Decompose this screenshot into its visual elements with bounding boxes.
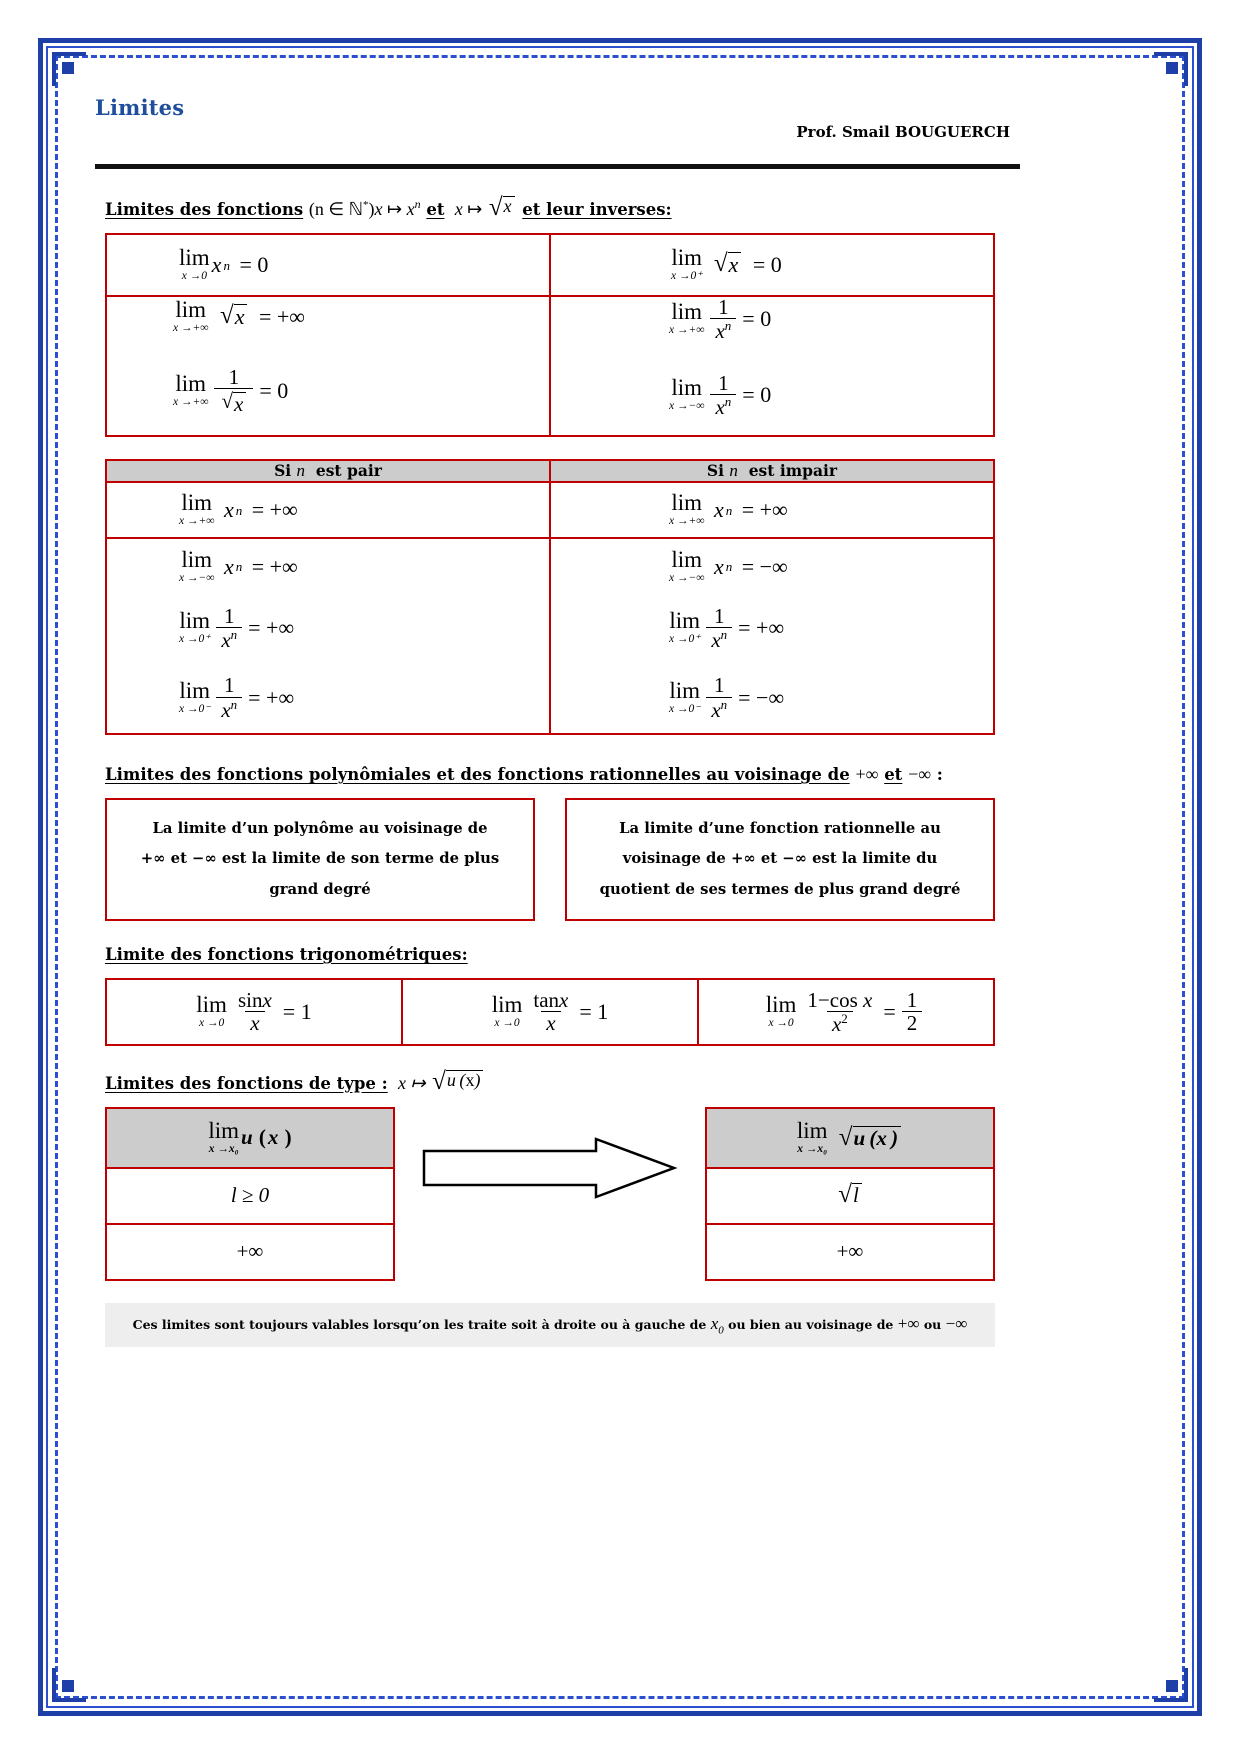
section2-colon: : bbox=[936, 765, 943, 784]
lim-subscript: x →0⁻ bbox=[669, 702, 701, 715]
statement-line: +∞ et −∞ est la limite de son terme de plus bbox=[140, 850, 500, 868]
section1-label-a: Limites des fonctions bbox=[105, 200, 304, 219]
cell-lim-sqrt-0plus: lim x →0⁺ √ x = 0 bbox=[550, 234, 994, 296]
section2-label: Limites des fonctions polynômiales et des fonctions rationnelles au voisinage de bbox=[105, 765, 850, 784]
cell-plus-infinity-left: +∞ bbox=[106, 1224, 394, 1280]
section-title-sqrt-u bbox=[105, 1067, 1020, 1097]
table-row bbox=[106, 662, 994, 734]
cell-pair-inv-0plus: lim x →0⁺ $\frac{1}{x^n}$ = +∞ bbox=[106, 594, 550, 662]
statement-line: La limite d’un polynôme au voisinage de bbox=[152, 820, 488, 837]
lim-result: = 0 bbox=[752, 252, 782, 277]
section1-math-domain: (n ∈ ℕ*)x ↦ $x^n$ bbox=[308, 197, 421, 219]
lim-subscript: x →0⁺ bbox=[669, 633, 701, 646]
author-name: Prof. Smail BOUGUERCH bbox=[796, 123, 1010, 141]
corner-dot-top-right bbox=[1166, 62, 1178, 74]
value-sqrt-l: √ l bbox=[838, 1183, 862, 1207]
footer-note bbox=[105, 1303, 995, 1347]
lim-subscript: x →+∞ bbox=[173, 395, 209, 408]
cell-plus-infinity-right: +∞ bbox=[706, 1224, 994, 1280]
table-row bbox=[106, 482, 994, 538]
section2-plus-infinity: +∞ bbox=[855, 764, 879, 784]
table-row bbox=[106, 1168, 394, 1224]
lim-subscript: x →0 bbox=[199, 1016, 225, 1029]
cell-impair-inv-0minus: lim x →0⁻ $\frac{1}{x^n}$ = −∞ bbox=[550, 662, 994, 734]
lim-subscript: x →0⁺ bbox=[671, 270, 703, 283]
cell-impair-pow-plusinf: lim x →+∞ x n = +∞ bbox=[550, 482, 994, 538]
table-row bbox=[106, 594, 994, 662]
header-lim-sqrt-u: lim x →x₀ √ u (x ) bbox=[706, 1108, 994, 1168]
section3-label: Limite des fonctions trigonométriques: bbox=[105, 944, 468, 964]
table-limit-u bbox=[105, 1107, 395, 1281]
cell-impair-pow-minusinf: lim x →−∞ x n = −∞ bbox=[550, 538, 994, 594]
note-or: ou bbox=[923, 1316, 942, 1332]
lim-subscript: x →−∞ bbox=[669, 400, 705, 413]
note-text-b: ou bien au voisinage de bbox=[728, 1316, 894, 1332]
statement-line: grand degré bbox=[269, 880, 371, 898]
lim-result: = −∞ bbox=[741, 553, 788, 579]
cell-sqrt-infinity-group: lim x →+∞ √ x = +∞ lim x →+∞ 1 √ x = 0 bbox=[106, 296, 550, 436]
section1-math-sqrt: x ↦ √ x bbox=[450, 199, 516, 219]
cell-lim-x-pow-0: lim x →0 x n = 0 bbox=[106, 234, 550, 296]
lim-subscript: x →−∞ bbox=[669, 571, 705, 584]
lim-subscript: x →−∞ bbox=[179, 571, 215, 584]
table-parity-limits bbox=[105, 459, 995, 735]
note-text-a: Ces limites sont toujours valables lorsqu’on les traite soit à droite ou à gauche de bbox=[132, 1316, 707, 1332]
table-header-row bbox=[106, 1108, 394, 1168]
lim-result: = +∞ bbox=[741, 497, 788, 522]
lim-subscript: x →+∞ bbox=[669, 515, 705, 528]
note-plus-infinity: +∞ bbox=[897, 1313, 920, 1333]
section1-label-c: et leur inverses: bbox=[522, 200, 672, 219]
statement-line: voisinage de +∞ et −∞ est la limite du bbox=[622, 850, 938, 868]
section-title-power-sqrt bbox=[105, 195, 1020, 223]
note-minus-infinity: −∞ bbox=[945, 1313, 968, 1333]
table-row bbox=[106, 296, 994, 436]
lim-subscript: x →+∞ bbox=[179, 515, 215, 528]
table-header-row bbox=[706, 1108, 994, 1168]
cell-pair-pow-plusinf: lim x →+∞ x n = +∞ bbox=[106, 482, 550, 538]
table-limit-sqrt-u bbox=[705, 1107, 995, 1281]
header-si-n-impair: Si n est impair bbox=[550, 460, 994, 482]
lim-subscript: x →x₀ bbox=[797, 1142, 828, 1155]
lim-subscript: x →+∞ bbox=[173, 321, 209, 334]
lim-subscript: x →+∞ bbox=[669, 323, 705, 336]
note-x0: $x_0$ bbox=[710, 1313, 724, 1337]
lim-result: = bbox=[883, 998, 896, 1024]
lim-subscript: x →0⁺ bbox=[179, 633, 211, 646]
table-row bbox=[706, 1224, 994, 1280]
table-row bbox=[106, 1224, 394, 1280]
lim-result: = 1 bbox=[579, 998, 609, 1024]
cell-pair-inv-0minus: lim x →0⁻ $\frac{1}{x^n}$ = +∞ bbox=[106, 662, 550, 734]
table-row bbox=[106, 234, 994, 296]
section-title-trigonometric bbox=[105, 943, 1020, 968]
lim-result: = 0 bbox=[742, 382, 772, 408]
statement-line: quotient de ses termes de plus grand degré bbox=[599, 880, 961, 898]
lim-result: = +∞ bbox=[248, 615, 295, 640]
lim-result: = +∞ bbox=[248, 684, 295, 710]
lim-result: = 0 bbox=[742, 305, 772, 331]
table-trig-limits bbox=[105, 978, 995, 1046]
cell-tanx-over-x: lim x →0 $\frac{\tan x}{x}$ = 1 bbox=[402, 979, 698, 1045]
header-lim-u: lim x →x₀ u ( x ) bbox=[106, 1108, 394, 1168]
section2-and: et bbox=[884, 765, 903, 784]
statement-rational bbox=[565, 798, 995, 921]
corner-dot-top-left bbox=[62, 62, 74, 74]
lim-subscript: x →0 bbox=[494, 1016, 520, 1029]
table-row bbox=[106, 979, 994, 1045]
table-header-row bbox=[106, 460, 994, 482]
lim-result: = −∞ bbox=[738, 684, 785, 710]
lim-result: = +∞ bbox=[251, 553, 298, 579]
header-divider bbox=[95, 164, 1020, 169]
lim-subscript: x →0⁻ bbox=[179, 702, 211, 715]
page-title: Limites bbox=[95, 95, 185, 120]
table-basic-limits bbox=[105, 233, 995, 437]
document-header bbox=[95, 95, 1020, 173]
lim-subscript: x →0 bbox=[181, 270, 207, 283]
lim-result: = +∞ bbox=[251, 497, 298, 522]
document-content bbox=[95, 95, 1020, 1347]
table-row bbox=[706, 1168, 994, 1224]
cell-pair-pow-minusinf: lim x →−∞ x n = +∞ bbox=[106, 538, 550, 594]
statement-boxes bbox=[105, 798, 995, 921]
statement-polynomial bbox=[105, 798, 535, 921]
lim-subscript: x →0 bbox=[768, 1016, 794, 1029]
cell-impair-inv-0plus: lim x →0⁺ $\frac{1}{x^n}$ = +∞ bbox=[550, 594, 994, 662]
lim-result: = +∞ bbox=[738, 615, 785, 640]
cell-1-minus-cosx-over-x2: lim x →0 $\frac{\text{1−cos x}}{x^2}$ = $\frac{1}{2}$ bbox=[698, 979, 994, 1045]
arrow-right-icon bbox=[420, 1137, 680, 1199]
header-si-n-pair: Si n est pair bbox=[106, 460, 550, 482]
corner-dot-bottom-left bbox=[62, 1680, 74, 1692]
statement-line: La limite d’une fonction rationnelle au bbox=[619, 820, 941, 837]
cell-sinx-over-x: lim x →0 $\frac{\sin x}{x}$ = 1 bbox=[106, 979, 402, 1045]
table-row bbox=[106, 538, 994, 594]
section4-math: x ↦ √ u (x) bbox=[394, 1073, 486, 1093]
section4-label: Limites des fonctions de type : bbox=[105, 1073, 388, 1093]
lim-result: = 0 bbox=[259, 377, 289, 403]
value-l-ge-0: l ≥ 0 bbox=[230, 1183, 270, 1208]
lim-subscript: x →x₀ bbox=[208, 1142, 239, 1155]
cell-l-ge-0 bbox=[106, 1168, 394, 1224]
cell-inverse-power-group: lim x →+∞ $\frac{1}{x^n}$ = 0 lim x →−∞ $\frac{1}{x^n}$ = 0 bbox=[550, 296, 994, 436]
section1-label-b: et bbox=[426, 200, 445, 219]
sqrt-u-diagram bbox=[105, 1107, 995, 1281]
lim-result: = 1 bbox=[282, 998, 312, 1024]
section2-minus-infinity: −∞ bbox=[908, 764, 932, 784]
section-title-polynomial-rational bbox=[105, 761, 1020, 788]
arrow-container bbox=[395, 1107, 705, 1199]
cell-sqrt-l bbox=[706, 1168, 994, 1224]
corner-dot-bottom-right bbox=[1166, 1680, 1178, 1692]
lim-result: = 0 bbox=[239, 252, 269, 277]
lim-result: = +∞ bbox=[258, 303, 305, 329]
